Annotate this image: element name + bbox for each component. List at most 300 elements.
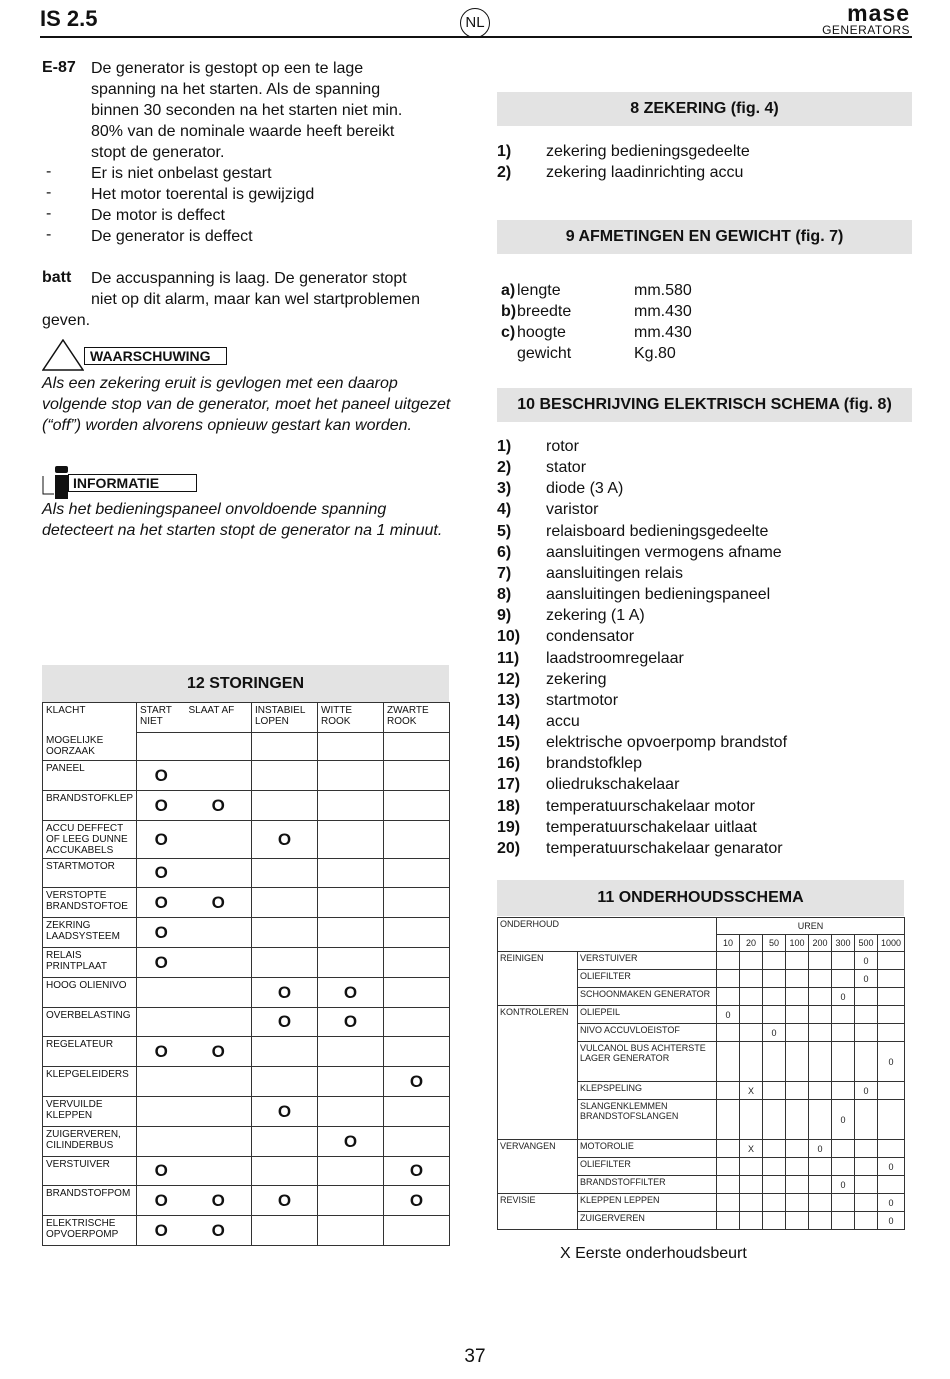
empty-cell <box>809 1006 832 1024</box>
empty-cell <box>740 1024 763 1042</box>
empty-cell <box>318 820 384 858</box>
fault-mark: O <box>137 1216 186 1246</box>
empty-cell <box>740 1042 763 1082</box>
batt-line: geven. <box>42 312 91 329</box>
list-number: 19) <box>497 818 521 836</box>
interval-mark: 0 <box>832 1176 855 1194</box>
fault-mark: O <box>252 1096 318 1126</box>
dimension-value: Kg.80 <box>634 345 676 362</box>
fault-mark: O <box>318 977 384 1007</box>
empty-cell <box>318 888 384 918</box>
empty-cell <box>717 970 740 988</box>
maintenance-task: VULCANOL BUS ACHTERSTE LAGER GENERATOR <box>578 1042 717 1082</box>
list-number: 18) <box>497 797 521 815</box>
empty-cell <box>384 1126 450 1156</box>
empty-cell <box>855 1042 878 1082</box>
section-heading-schema: 10 BESCHRIJVING ELEKTRISCH SCHEMA (fig. 8) <box>497 388 912 422</box>
list-item: stator <box>546 459 587 477</box>
maintenance-task: KLEPSPELING <box>578 1082 717 1100</box>
faults-cause-label-row <box>43 733 450 761</box>
error-code-batt: batt <box>42 269 72 286</box>
empty-cell <box>186 820 252 858</box>
empty-cell <box>809 988 832 1006</box>
empty-cell <box>186 1067 252 1097</box>
list-number: 20) <box>497 839 521 857</box>
empty-cell <box>384 977 450 1007</box>
fault-mark: O <box>137 761 186 791</box>
empty-cell <box>763 1194 786 1212</box>
empty-cell <box>717 1140 740 1158</box>
header-start-niet: START NIET <box>137 703 186 733</box>
empty-cell <box>878 952 905 970</box>
e87-line: De generator is gestopt op een te lage <box>91 60 364 77</box>
e87-line: spanning na het starten. Als de spanning <box>91 81 381 98</box>
maintenance-row <box>498 1006 905 1024</box>
language-badge: NL <box>460 8 490 38</box>
empty-cell <box>186 761 252 791</box>
info-label: INFORMATIE <box>68 474 197 492</box>
fault-cause: ZEKRING LAADSYSTEEM <box>43 918 137 948</box>
e87-bullet: Er is niet onbelast gestart <box>91 165 272 182</box>
hours-header-cell: 50 <box>763 935 786 952</box>
maintenance-row <box>498 1140 905 1158</box>
empty-cell <box>384 1037 450 1067</box>
fault-row <box>43 1007 450 1037</box>
warning-line: (“off”) worden alvorens opnieuw gestart kan worden. <box>42 417 412 434</box>
maintenance-header-row <box>498 918 905 935</box>
empty-cell <box>878 1140 905 1158</box>
list-number: 17) <box>497 776 521 794</box>
empty-cell <box>318 858 384 888</box>
faults-table-title: 12 STORINGEN <box>42 665 449 702</box>
empty-cell <box>186 1096 252 1126</box>
fault-cause: HOOG OLIENIVO <box>43 977 137 1007</box>
list-item: zekering <box>546 670 607 688</box>
warning-triangle-icon <box>42 339 84 371</box>
empty-cell <box>252 888 318 918</box>
hours-header-cell: 1000 <box>878 935 905 952</box>
empty-cell <box>717 1212 740 1230</box>
empty-cell <box>384 918 450 948</box>
maintenance-note: X Eerste onderhoudsbeurt <box>560 1245 747 1262</box>
empty-cell <box>878 1006 905 1024</box>
empty-cell <box>809 1042 832 1082</box>
interval-mark: 0 <box>878 1212 905 1230</box>
bullet-dash: - <box>46 184 52 201</box>
empty-cell <box>384 888 450 918</box>
maintenance-task: OLIEFILTER <box>578 1158 717 1176</box>
fault-mark: O <box>137 888 186 918</box>
maintenance-row <box>498 952 905 970</box>
empty-cell <box>809 1100 832 1140</box>
fault-row <box>43 1126 450 1156</box>
hours-header-cell: 10 <box>717 935 740 952</box>
empty-cell <box>318 1156 384 1186</box>
fault-row <box>43 761 450 791</box>
fault-cause: VERSTUIVER <box>43 1156 137 1186</box>
empty-cell <box>137 1007 186 1037</box>
faults-header-row <box>43 703 450 733</box>
empty-cell <box>740 1194 763 1212</box>
interval-mark: 0 <box>878 1158 905 1176</box>
empty-cell <box>809 1024 832 1042</box>
list-item: zekering bedieningsgedeelte <box>546 143 750 160</box>
e87-bullet: De generator is deffect <box>91 228 253 245</box>
list-number: 10) <box>497 628 521 646</box>
empty-cell <box>855 1006 878 1024</box>
fault-cause: KLEPGELEIDERS <box>43 1067 137 1097</box>
empty-cell <box>832 1006 855 1024</box>
empty-cell <box>318 761 384 791</box>
empty-cell <box>832 1194 855 1212</box>
empty-cell <box>137 1067 186 1097</box>
header-zwarte-rook: ZWARTE ROOK <box>384 703 450 733</box>
empty-cell <box>384 947 450 977</box>
empty-cell <box>878 1100 905 1140</box>
warning-line: volgende stop van de generator, moet het paneel uitgezet <box>42 396 451 413</box>
empty-cell <box>717 1042 740 1082</box>
fault-row <box>43 918 450 948</box>
empty-cell <box>384 1216 450 1246</box>
bullet-dash: - <box>46 226 52 243</box>
fault-cause: PANEEL <box>43 761 137 791</box>
fault-row <box>43 947 450 977</box>
list-item: zekering (1 A) <box>546 607 645 625</box>
fault-mark: O <box>186 888 252 918</box>
e87-bullet: Het motor toerental is gewijzigd <box>91 186 315 203</box>
interval-mark: 0 <box>855 1082 878 1100</box>
empty-cell <box>786 1006 809 1024</box>
empty-cell <box>318 1037 384 1067</box>
maintenance-task: MOTOROLIE <box>578 1140 717 1158</box>
empty-cell <box>137 1126 186 1156</box>
batt-line: De accuspanning is laag. De generator stopt <box>91 270 407 287</box>
empty-cell <box>318 733 384 761</box>
empty-cell <box>855 1024 878 1042</box>
list-item: aansluitingen relais <box>546 564 683 582</box>
list-number: 9) <box>497 607 512 625</box>
maintenance-task: OLIEPEIL <box>578 1006 717 1024</box>
bullet-dash: - <box>46 205 52 222</box>
section-heading-fuses: 8 ZEKERING (fig. 4) <box>497 92 912 126</box>
list-item: laadstroomregelaar <box>546 649 684 667</box>
empty-cell <box>384 1007 450 1037</box>
list-item: condensator <box>546 628 635 646</box>
header-hours: UREN <box>717 918 905 935</box>
empty-cell <box>186 977 252 1007</box>
empty-cell <box>832 1212 855 1230</box>
empty-cell <box>252 761 318 791</box>
fault-cause: OVERBELASTING <box>43 1007 137 1037</box>
empty-cell <box>384 820 450 858</box>
list-number: 14) <box>497 712 521 730</box>
maintenance-row <box>498 1194 905 1212</box>
fault-mark: O <box>252 1186 318 1216</box>
empty-cell <box>137 977 186 1007</box>
empty-cell <box>252 733 318 761</box>
empty-cell <box>855 988 878 1006</box>
section-heading-dimensions: 9 AFMETINGEN EN GEWICHT (fig. 7) <box>497 220 912 254</box>
list-number: 2) <box>497 164 512 181</box>
list-item: brandstofklep <box>546 755 643 773</box>
dimension-label: hoogte <box>517 324 566 341</box>
fault-mark: O <box>384 1156 450 1186</box>
empty-cell <box>740 988 763 1006</box>
empty-cell <box>786 1140 809 1158</box>
header-slaat-af: SLAAT AF <box>186 703 252 733</box>
empty-cell <box>717 1082 740 1100</box>
fault-cause: VERVUILDE KLEPPEN <box>43 1096 137 1126</box>
list-number: 11) <box>497 649 520 667</box>
fault-cause: BRANDSTOFPOM <box>43 1186 137 1216</box>
list-number: 13) <box>497 691 521 709</box>
bullet-dash: - <box>46 163 52 180</box>
empty-cell <box>763 1158 786 1176</box>
empty-cell <box>786 1176 809 1194</box>
empty-cell <box>763 1082 786 1100</box>
fault-mark: O <box>318 1126 384 1156</box>
empty-cell <box>384 733 450 761</box>
fault-row <box>43 1067 450 1097</box>
fault-mark: O <box>137 820 186 858</box>
list-item: aansluitingen bedieningspaneel <box>546 586 771 604</box>
fault-cause: STARTMOTOR <box>43 858 137 888</box>
empty-cell <box>740 970 763 988</box>
empty-cell <box>786 952 809 970</box>
dimension-key: a) <box>501 282 516 299</box>
empty-cell <box>763 1006 786 1024</box>
interval-mark: 0 <box>878 1194 905 1212</box>
maintenance-task: BRANDSTOFFILTER <box>578 1176 717 1194</box>
brand-subtitle: GENERATORS <box>822 23 910 37</box>
empty-cell <box>717 988 740 1006</box>
empty-cell <box>740 1006 763 1024</box>
empty-cell <box>740 1100 763 1140</box>
info-line: detecteert na het starten stopt de generator na 1 minuut. <box>42 522 443 539</box>
maintenance-task: ZUIGERVEREN <box>578 1212 717 1230</box>
empty-cell <box>855 1176 878 1194</box>
empty-cell <box>832 1082 855 1100</box>
fault-cause: ACCU DEFFECT OF LEEG DUNNE ACCUKABELS <box>43 820 137 858</box>
list-item: oliedrukschakelaar <box>546 776 680 794</box>
empty-cell <box>318 1186 384 1216</box>
empty-cell <box>855 1158 878 1176</box>
e87-line: 80% van de nominale waarde heeft bereikt <box>91 123 395 140</box>
e87-line: stopt de generator. <box>91 144 225 161</box>
empty-cell <box>717 1176 740 1194</box>
hours-header-cell: 100 <box>786 935 809 952</box>
empty-cell <box>763 1212 786 1230</box>
fault-mark: O <box>137 790 186 820</box>
header-maintenance: ONDERHOUD <box>498 918 717 952</box>
list-item: elektrische opvoerpomp brandstof <box>546 734 788 752</box>
maintenance-group: KONTROLEREN <box>498 1006 578 1140</box>
list-item: startmotor <box>546 691 619 709</box>
fault-cause: VERSTOPTE BRANDSTOFTOE <box>43 888 137 918</box>
page-number: 37 <box>464 1346 486 1367</box>
header-complaint: KLACHT <box>43 703 137 733</box>
brand-logo: mase <box>847 0 910 26</box>
fault-row <box>43 977 450 1007</box>
warning-label: WAARSCHUWING <box>84 347 227 365</box>
fault-mark: O <box>384 1067 450 1097</box>
fault-cause: ZUIGERVEREN, CILINDERBUS <box>43 1126 137 1156</box>
e87-line: binnen 30 seconden na het starten niet min. <box>91 102 403 119</box>
empty-cell <box>809 952 832 970</box>
maintenance-task: NIVO ACCUVLOEISTOF <box>578 1024 717 1042</box>
fault-mark: O <box>137 947 186 977</box>
empty-cell <box>186 1156 252 1186</box>
empty-cell <box>809 1194 832 1212</box>
empty-cell <box>832 952 855 970</box>
empty-cell <box>763 1100 786 1140</box>
fault-mark: O <box>186 1216 252 1246</box>
warning-line: Als een zekering eruit is gevlogen met een daarop <box>42 375 398 392</box>
fault-mark: O <box>186 1186 252 1216</box>
empty-cell <box>186 1126 252 1156</box>
empty-cell <box>855 1212 878 1230</box>
interval-mark: 0 <box>855 952 878 970</box>
empty-cell <box>809 1158 832 1176</box>
list-item: temperatuurschakelaar uitlaat <box>546 818 757 836</box>
dimension-key: c) <box>501 324 516 341</box>
empty-cell <box>855 1140 878 1158</box>
empty-cell <box>252 1156 318 1186</box>
empty-cell <box>384 858 450 888</box>
dimension-key: b) <box>501 303 517 320</box>
maintenance-group: VERVANGEN <box>498 1140 578 1194</box>
empty-cell <box>809 970 832 988</box>
interval-mark: 0 <box>763 1024 786 1042</box>
maintenance-task: SLANGENKLEMMEN BRANDSTOFSLANGEN <box>578 1100 717 1140</box>
dimension-label: breedte <box>517 303 572 320</box>
interval-mark: X <box>740 1140 763 1158</box>
list-item: temperatuurschakelaar genarator <box>546 839 783 857</box>
empty-cell <box>252 790 318 820</box>
empty-cell <box>252 858 318 888</box>
list-item: aansluitingen vermogens afname <box>546 543 782 561</box>
error-code-e87: E-87 <box>42 59 76 76</box>
list-number: 12) <box>497 670 521 688</box>
empty-cell <box>832 970 855 988</box>
empty-cell <box>717 1024 740 1042</box>
fault-row <box>43 790 450 820</box>
empty-cell <box>786 1024 809 1042</box>
faults-table <box>42 702 450 1246</box>
empty-cell <box>878 1024 905 1042</box>
empty-cell <box>786 1082 809 1100</box>
fault-cause: RELAIS PRINTPLAAT <box>43 947 137 977</box>
dimension-label: gewicht <box>517 345 572 362</box>
list-number: 6) <box>497 543 512 561</box>
empty-cell <box>252 1067 318 1097</box>
maintenance-table <box>497 917 905 1230</box>
empty-cell <box>384 790 450 820</box>
fault-cause: BRANDSTOFKLEP <box>43 790 137 820</box>
empty-cell <box>855 1100 878 1140</box>
batt-line: niet op dit alarm, maar kan wel startproblemen <box>91 291 421 308</box>
hours-header-cell: 200 <box>809 935 832 952</box>
list-item: accu <box>546 712 580 730</box>
empty-cell <box>318 1096 384 1126</box>
empty-cell <box>137 1096 186 1126</box>
fault-row <box>43 1096 450 1126</box>
empty-cell <box>786 1042 809 1082</box>
empty-cell <box>384 1096 450 1126</box>
empty-cell <box>740 952 763 970</box>
empty-cell <box>878 988 905 1006</box>
hours-header-cell: 20 <box>740 935 763 952</box>
empty-cell <box>809 1212 832 1230</box>
interval-mark: 0 <box>855 970 878 988</box>
fault-mark: O <box>137 1037 186 1067</box>
fault-mark: O <box>186 1037 252 1067</box>
empty-cell <box>763 988 786 1006</box>
list-number: 15) <box>497 734 521 752</box>
empty-cell <box>855 1194 878 1212</box>
empty-cell <box>252 918 318 948</box>
empty-cell <box>878 1176 905 1194</box>
fault-row <box>43 1037 450 1067</box>
empty-cell <box>717 1194 740 1212</box>
fault-row <box>43 1156 450 1186</box>
empty-cell <box>318 947 384 977</box>
maintenance-group: REVISIE <box>498 1194 578 1230</box>
empty-cell <box>318 1216 384 1246</box>
empty-cell <box>786 970 809 988</box>
empty-cell <box>763 1140 786 1158</box>
page-header <box>40 0 912 38</box>
dimension-value: mm.580 <box>634 282 692 299</box>
empty-cell <box>318 918 384 948</box>
dimension-label: lengte <box>517 282 561 299</box>
empty-cell <box>763 1176 786 1194</box>
hours-header-cell: 300 <box>832 935 855 952</box>
empty-cell <box>786 1212 809 1230</box>
empty-cell <box>252 947 318 977</box>
list-item: diode (3 A) <box>546 480 624 498</box>
empty-cell <box>740 1158 763 1176</box>
list-number: 3) <box>497 480 512 498</box>
header-instabiel: INSTABIEL LOPEN <box>252 703 318 733</box>
list-number: 8) <box>497 586 512 604</box>
fault-mark: O <box>137 1186 186 1216</box>
empty-cell <box>763 1042 786 1082</box>
empty-cell <box>137 733 186 761</box>
empty-cell <box>252 1037 318 1067</box>
empty-cell <box>832 1042 855 1082</box>
empty-cell <box>786 1194 809 1212</box>
list-item: temperatuurschakelaar motor <box>546 797 755 815</box>
fault-mark: O <box>252 1007 318 1037</box>
dimension-value: mm.430 <box>634 303 692 320</box>
interval-mark: 0 <box>878 1042 905 1082</box>
empty-cell <box>384 761 450 791</box>
empty-cell <box>318 790 384 820</box>
maintenance-task: SCHOONMAKEN GENERATOR <box>578 988 717 1006</box>
empty-cell <box>318 1067 384 1097</box>
maintenance-group: REINIGEN <box>498 952 578 1006</box>
document-id: IS 2.5 <box>40 6 98 31</box>
empty-cell <box>186 858 252 888</box>
empty-cell <box>832 1158 855 1176</box>
list-number: 4) <box>497 501 512 519</box>
empty-cell <box>763 970 786 988</box>
fault-mark: O <box>137 858 186 888</box>
empty-cell <box>786 988 809 1006</box>
fault-row <box>43 820 450 858</box>
empty-cell <box>878 970 905 988</box>
